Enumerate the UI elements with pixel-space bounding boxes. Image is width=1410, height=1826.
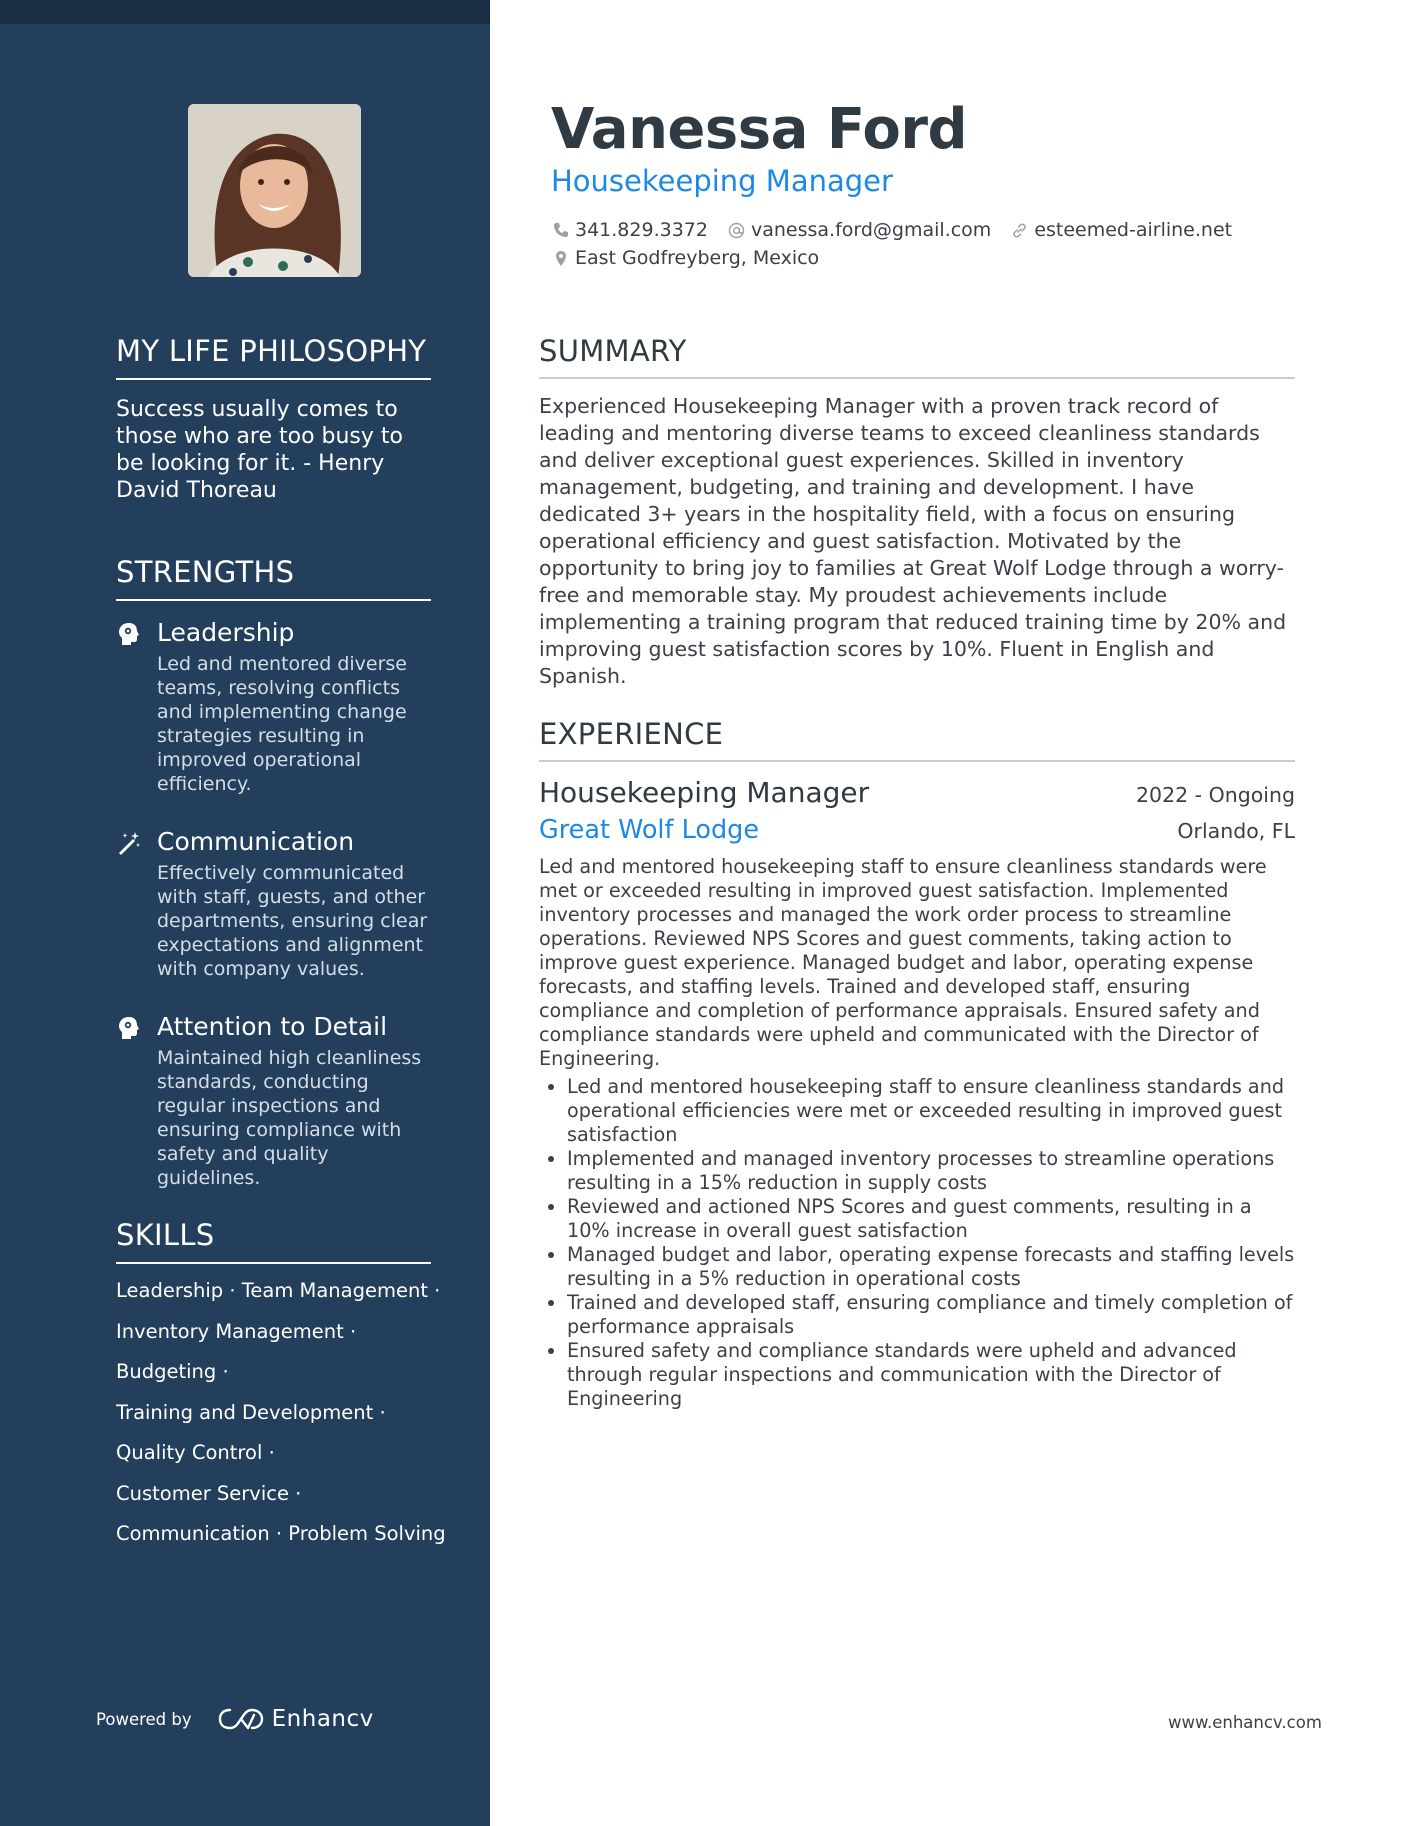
strengths-section <box>116 555 431 1190</box>
summary-heading: SUMMARY <box>539 334 1295 379</box>
summary-text: Experienced Housekeeping Manager with a proven track record of leading and mentoring diverse teams to exceed cleanliness standards and deliver exceptional guest experiences. Skilled in inventory management, budgeting, and training and development. I have dedicated 3+ years in the hospitality field, with a focus on ensuring operational efficiency and guest satisfaction. Motivated by the opportunity to bring joy to families at Great Wolf Lodge through a worry-free and memorable stay. My proudest achievements include implementing a training program that reduced training time by 20% and improving guest satisfaction scores by 10%. Fluent in English and Spanish. <box>539 394 1287 688</box>
candidate-name: Vanessa Ford <box>551 97 968 162</box>
strength-title: Attention to Detail <box>157 1012 388 1041</box>
contact-phone[interactable] <box>553 219 708 241</box>
job-bullet: • Ensured safety and compliance standards were upheld and advanced through regular inspections and communication with the Director of Engineering <box>567 1339 1295 1411</box>
skill-line: Leadership · Team Management · <box>116 1279 441 1302</box>
philosophy-heading: MY LIFE PHILOSOPHY <box>116 334 431 380</box>
strength-title: Leadership <box>157 618 295 647</box>
phone-text: 341.829.3372 <box>575 219 708 241</box>
skills-section <box>116 1218 446 1562</box>
skill-line: Communication · Problem Solving <box>116 1522 446 1545</box>
sidebar-top-bar <box>0 0 490 24</box>
job-dates: 2022 - Ongoing <box>1136 783 1295 807</box>
sidebar <box>0 0 490 1826</box>
job-entry <box>539 776 1295 1411</box>
experience-section <box>539 717 1295 1411</box>
strength-item <box>116 826 431 981</box>
profile-photo <box>188 104 361 277</box>
contact-info <box>553 216 1252 272</box>
link-icon <box>1011 222 1028 239</box>
website-text: esteemed-airline.net <box>1034 219 1233 241</box>
enhancv-logo[interactable] <box>218 1706 374 1732</box>
at-icon <box>728 222 745 239</box>
head-brain-icon <box>116 621 142 647</box>
job-bullet: • Implemented and managed inventory processes to streamline operations resulting in a 15% reduction in supply costs <box>567 1147 1295 1195</box>
strengths-heading: STRENGTHS <box>116 555 431 601</box>
powered-by <box>96 1706 374 1732</box>
skills-list <box>116 1278 446 1562</box>
email-text: vanessa.ford@gmail.com <box>750 219 992 241</box>
strength-item <box>116 1011 431 1190</box>
phone-icon <box>553 222 569 238</box>
skills-heading: SKILLS <box>116 1218 431 1264</box>
job-bullet: • Trained and developed staff, ensuring compliance and timely completion of performance appraisals <box>567 1291 1295 1339</box>
strength-item <box>116 617 431 796</box>
skill-line: Budgeting · <box>116 1360 229 1383</box>
powered-by-label: Powered by <box>96 1709 192 1729</box>
skill-line: Quality Control · <box>116 1441 275 1464</box>
contact-website[interactable] <box>1011 219 1232 241</box>
strength-description: Led and mentored diverse teams, resolving conflicts and implementing change strategies resulting in improved operational efficiency. <box>157 653 407 795</box>
experience-heading: EXPERIENCE <box>539 717 1295 762</box>
job-location: Orlando, FL <box>1177 819 1295 843</box>
philosophy-quote: Success usually comes to those who are too busy to be looking for it. - Henry David Thoreau <box>116 397 403 503</box>
enhancv-logo-icon <box>218 1707 264 1731</box>
job-bullet: • Reviewed and actioned NPS Scores and guest comments, resulting in a 10% increase in overall guest satisfaction <box>567 1195 1295 1243</box>
contact-location <box>553 247 819 269</box>
job-description: Led and mentored housekeeping staff to ensure cleanliness standards were met or exceeded resulting in improved guest satisfaction. Implemented inventory processes and managed the work order process to streamline operations. Reviewed NPS Scores and guest comments, taking action to improve guest experience. Managed budget and labor, operating expense forecasts, and staffing levels. Trained and developed staff, ensuring compliance and completion of performance appraisals. Ensured safety and compliance standards were upheld and communicated with the Director of Engineering. <box>539 855 1267 1070</box>
job-role: Housekeeping Manager <box>539 776 870 809</box>
skill-line: Customer Service · <box>116 1481 302 1505</box>
location-pin-icon <box>553 250 569 267</box>
summary-section <box>539 334 1295 690</box>
candidate-title: Housekeeping Manager <box>551 164 893 198</box>
strength-description: Maintained high cleanliness standards, conducting regular inspections and ensuring compliance with safety and quality guidelines. <box>157 1047 422 1189</box>
strength-title: Communication <box>157 827 355 856</box>
contact-email[interactable] <box>728 219 991 241</box>
magic-wand-icon <box>116 830 142 856</box>
strength-description: Effectively communicated with staff, guests, and other departments, ensuring clear expectations and alignment with company values. <box>157 862 428 980</box>
job-bullet: • Led and mentored housekeeping staff to ensure cleanliness standards and operational efficiencies were met or exceeded resulting in improved guest satisfaction <box>567 1075 1295 1147</box>
job-bullet: • Managed budget and labor, operating expense forecasts and staffing levels resulting in a 5% reduction in operational costs <box>567 1243 1295 1291</box>
skill-line: Training and Development · <box>116 1400 386 1424</box>
philosophy-section <box>116 334 431 504</box>
head-brain-icon <box>116 1015 142 1041</box>
job-bullets <box>539 1075 1295 1411</box>
skill-line: Inventory Management · <box>116 1319 357 1343</box>
footer-website[interactable]: www.enhancv.com <box>1168 1713 1322 1732</box>
location-text: East Godfreyberg, Mexico <box>575 247 820 269</box>
job-company: Great Wolf Lodge <box>539 815 760 845</box>
enhancv-brand-name: Enhancv <box>271 1706 374 1732</box>
